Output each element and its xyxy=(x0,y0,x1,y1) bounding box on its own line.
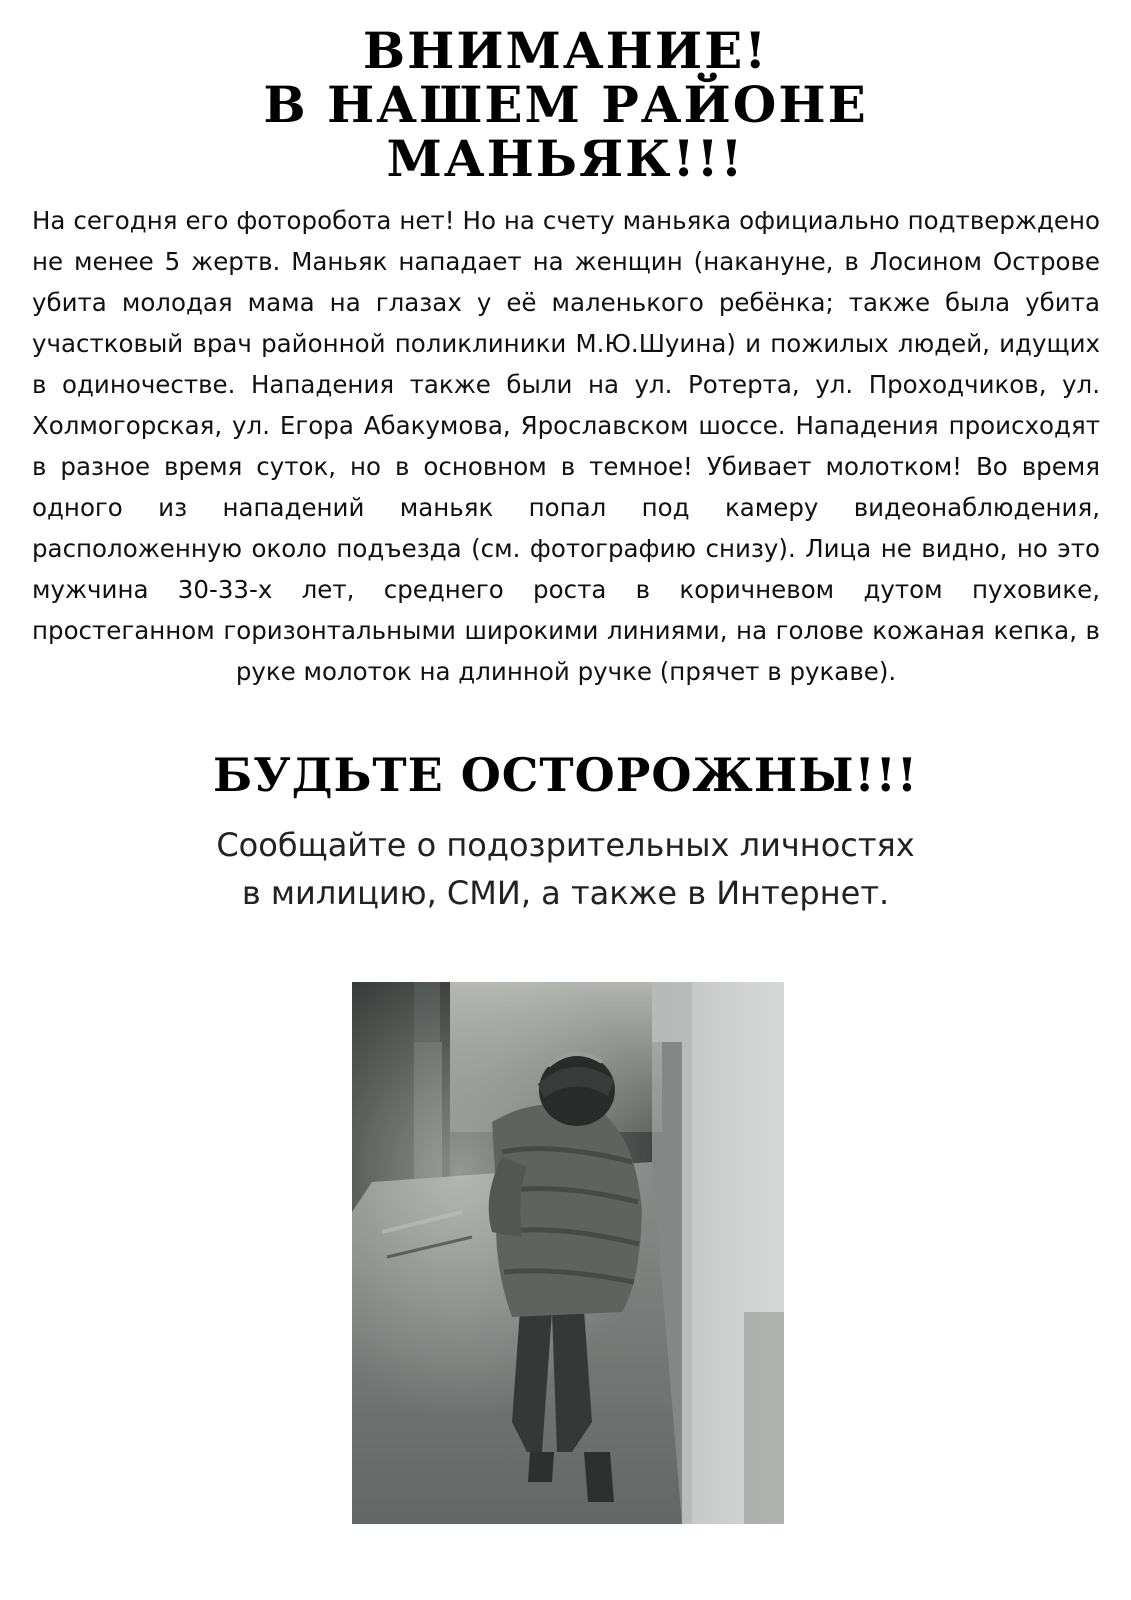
headline-line-2: В НАШЕМ РАЙОНЕ xyxy=(263,75,868,134)
headline-line-3: МАНЬЯК!!! xyxy=(386,129,745,188)
description-paragraph: На сегодня его фоторобота нет! Но на счету маньяка официально подтверждено не менее 5 жертв. Маньяк нападает на женщин (накануне, в Лосином Острове убита молодая мама на глазах у её маленького ребёнка; также была убита участковый врач районной поликлиники М.Ю.Шуина) и пожилых людей, идущих в одиночестве. Нападения также были на ул. Ротерта, ул. Проходчиков, ул. Холмогорская, ул. Егора Абакумова, Ярославском шоссе. Нападения происходят в разное время суток, но в основном в темное! Убивает молотком! Во время одного из нападений маньяк попал под камеру видеонаблюдения, расположенную около подъезда (см. фотографию снизу). Лица не видно, но это мужчина 30-33-х лет, среднего роста в коричневом дутом пуховике, простеганном горизонтальными широкими линиями, на голове кожаная кепка, в руке молоток на длинной ручке (прячет в рукаве). xyxy=(32,206,1100,686)
headline-line-1: ВНИМАНИЕ! xyxy=(362,21,769,80)
report-line-2: в милицию, СМИ, а также в Интернет. xyxy=(241,874,890,912)
caution-heading: БУДЬТЕ ОСТОРОЖНЫ!!! xyxy=(212,748,919,802)
surveillance-photo-image xyxy=(352,982,784,1524)
report-line-1: Сообщайте о подозрительных личностях xyxy=(216,826,915,864)
surveillance-photo xyxy=(352,982,784,1524)
